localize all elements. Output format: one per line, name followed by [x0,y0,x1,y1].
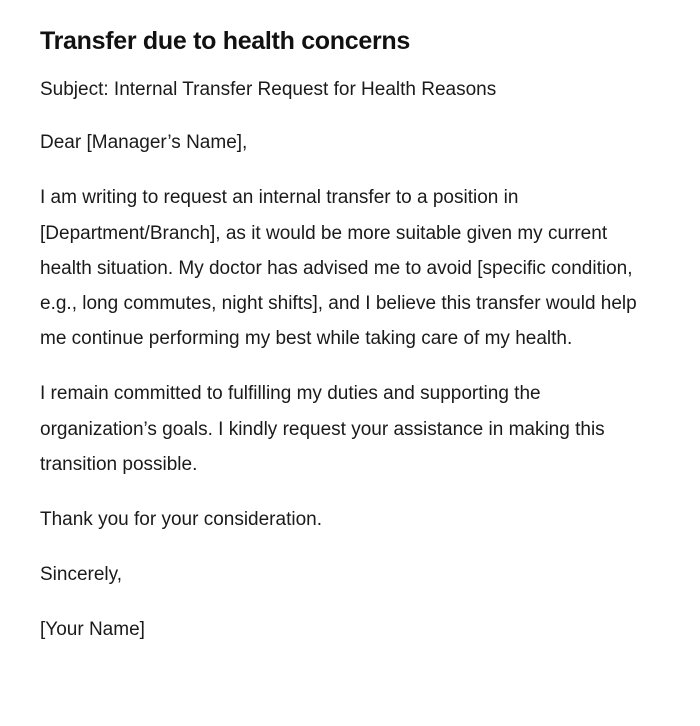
thanks-line: Thank you for your consideration. [40,509,322,531]
salutation: Dear [Manager’s Name], [40,132,248,154]
body-paragraph-2: I remain committed to fulfilling my duties and supporting the organization’s goals. I kindly request your assistance in making this transition possible. [40,383,605,475]
closing-line: Sincerely, [40,564,123,586]
signature-placeholder: [Your Name] [40,619,145,641]
document-title: Transfer due to health concerns [40,27,410,55]
subject-line: Subject: Internal Transfer Request for Health Reasons [40,79,497,100]
body-paragraph-1: I am writing to request an internal transfer to a position in [Department/Branch], as it would be more suitable given my current health situation. My doctor has advised me to avoid [specific condition, e.g., long commutes, night shifts], and I believe this transfer would help me continue performing my best while taking care of my health. [40,187,637,350]
